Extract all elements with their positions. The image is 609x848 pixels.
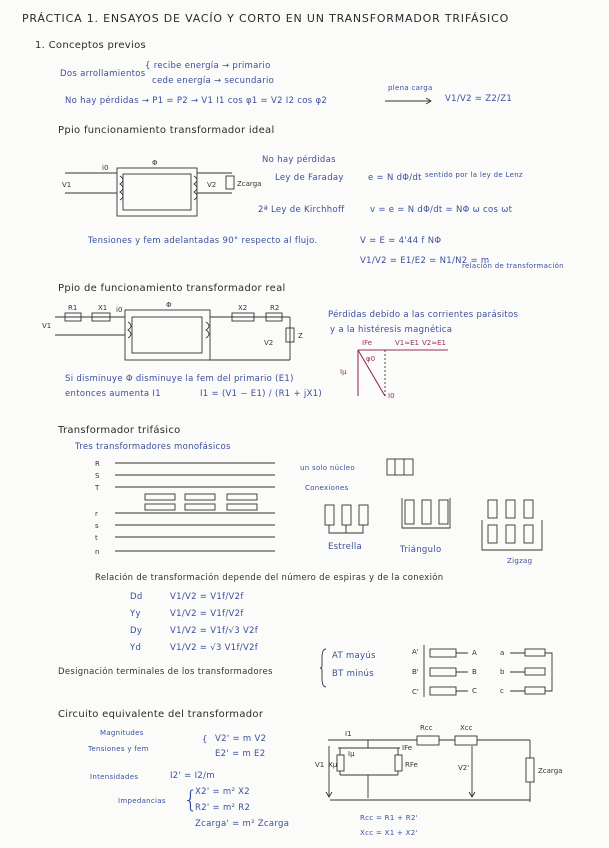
svg-text:c: c: [500, 687, 504, 695]
svg-text:i0: i0: [116, 306, 123, 314]
note: Conexiones: [305, 484, 349, 492]
note: AT mayús: [332, 651, 376, 661]
equivalent-circuit-diagram: [315, 720, 563, 820]
svg-text:V2': V2': [458, 764, 470, 772]
svg-text:V2: V2: [264, 339, 274, 347]
equation: V1/V2 = V1f/V2f: [170, 609, 244, 619]
connection-code: Yy: [130, 609, 141, 619]
svg-text:Iμ: Iμ: [348, 750, 355, 758]
label-triangulo: Triángulo: [400, 545, 442, 555]
note: Intensidades: [90, 773, 139, 781]
note: No hay pérdidas: [262, 155, 336, 165]
ideal-transformer-diagram: [60, 160, 260, 220]
equation: X2' = m² X2: [195, 787, 251, 797]
svg-text:r: r: [95, 510, 98, 518]
note: cede energía → secundario: [152, 76, 275, 86]
svg-text:A': A': [412, 648, 419, 656]
svg-text:R1: R1: [68, 304, 78, 312]
note: Si disminuye Φ disminuye la fem del primario (E1): [65, 374, 294, 384]
note: Magnitudes: [100, 729, 144, 737]
svg-text:a: a: [500, 649, 505, 657]
svg-text:Φ: Φ: [152, 159, 158, 167]
svg-text:T: T: [95, 484, 100, 492]
note: Relación de transformación depende del número de espiras y de la conexión: [95, 573, 444, 583]
svg-text:Iμ: Iμ: [340, 368, 347, 376]
brace-icon: {: [183, 786, 199, 814]
note: BT minús: [332, 669, 374, 679]
svg-text:V1: V1: [42, 322, 52, 330]
note: un solo núcleo: [300, 464, 355, 472]
svg-text:s: s: [95, 522, 99, 530]
svg-text:A: A: [472, 649, 477, 657]
svg-text:Xμ: Xμ: [328, 761, 338, 769]
svg-text:n: n: [95, 548, 100, 556]
single-core-icon: [386, 458, 414, 476]
equation: V1/V2 = E1/E2 = N1/N2 = m: [360, 256, 490, 266]
equation: I2' = I2/m: [170, 771, 215, 781]
connection-code: Yd: [130, 643, 142, 653]
note: Tres transformadores monofásicos: [75, 442, 231, 452]
svg-text:V1≈E1: V1≈E1: [395, 339, 419, 347]
real-transformer-diagram: [40, 300, 303, 365]
brace-icon: {: [202, 735, 208, 745]
page-title: PRÁCTICA 1. ENSAYOS DE VACÍO Y CORTO EN UN TRANSFORMADOR TRIFÁSICO: [22, 12, 510, 25]
connection-code: Dd: [130, 592, 143, 602]
note: Pérdidas debido a las corrientes parásitos: [328, 310, 519, 320]
svg-text:R2: R2: [270, 304, 280, 312]
svg-text:I0: I0: [388, 392, 395, 400]
section-heading: Transformador trifásico: [58, 425, 181, 436]
svg-text:V1: V1: [62, 181, 72, 189]
note: Dos arrollamientos: [60, 69, 146, 79]
note: { recibe energía → primario: [145, 61, 271, 71]
svg-text:Xcc: Xcc: [460, 724, 473, 732]
svg-text:C: C: [472, 687, 477, 695]
svg-text:X2: X2: [238, 304, 248, 312]
note: Impedancias: [118, 797, 166, 805]
section-heading: Circuito equivalente del transformador: [58, 709, 264, 720]
svg-text:B: B: [472, 668, 477, 676]
equation: e = N dΦ/dt: [368, 173, 422, 183]
svg-text:X1: X1: [98, 304, 108, 312]
equation: Zcarga' = m² Zcarga: [195, 819, 290, 829]
svg-text:V2: V2: [207, 181, 217, 189]
arrow-icon: [385, 98, 435, 104]
three-phase-bank-diagram: [90, 458, 280, 563]
equation: V2' = m V2: [215, 734, 267, 744]
note: Tensiones y fem adelantadas 90° respecto al flujo.: [88, 236, 318, 246]
svg-text:B': B': [412, 668, 419, 676]
svg-text:Rcc: Rcc: [420, 724, 433, 732]
svg-text:φ0: φ0: [366, 355, 376, 363]
svg-text:R: R: [95, 460, 100, 468]
section-heading: 1. Conceptos previos: [35, 40, 146, 51]
svg-text:Zcarga: Zcarga: [237, 180, 262, 188]
svg-text:b: b: [500, 668, 505, 676]
svg-text:IFe: IFe: [402, 744, 413, 752]
equation: No hay pérdidas → P1 = P2 → V1 I1 cos φ1 = V2 I2 cos φ2: [65, 96, 328, 106]
note: entonces aumenta I1: [65, 389, 161, 399]
svg-text:C': C': [412, 688, 419, 696]
svg-text:i0: i0: [102, 164, 109, 172]
equation: v = e = N dΦ/dt = NΦ ω cos ωt: [370, 205, 513, 215]
section-heading: Ppio de funcionamiento transformador real: [58, 283, 286, 294]
equation: V1/V2 = V1f/√3 V2f: [170, 626, 259, 636]
note: Ley de Faraday: [275, 173, 344, 183]
note: Designación terminales de los transformadores: [58, 667, 273, 677]
phasor-diagram: [340, 336, 460, 406]
svg-text:Zcarga: Zcarga: [538, 767, 563, 775]
svg-text:RFe: RFe: [405, 761, 418, 769]
svg-text:S: S: [95, 472, 100, 480]
svg-text:V1: V1: [315, 761, 325, 769]
equation: E2' = m E2: [215, 749, 266, 759]
terminal-designation-diagram: [410, 642, 570, 700]
note: Tensiones y fem: [88, 745, 149, 753]
connection-code: Dy: [130, 626, 143, 636]
svg-text:t: t: [95, 534, 98, 542]
note: y a la histéresis magnética: [330, 325, 453, 335]
svg-text:V2≈E1: V2≈E1: [422, 339, 446, 347]
note: relación de transformación: [462, 262, 564, 270]
svg-text:IFe: IFe: [362, 339, 373, 347]
svg-text:I1: I1: [345, 730, 352, 738]
equation: V1/V2 = √3 V1f/V2f: [170, 643, 259, 653]
equation: I1 = (V1 − E1) / (R1 + jX1): [200, 389, 323, 399]
equation: R2' = m² R2: [195, 803, 251, 813]
equation: V1/V2 = V1f/V2f: [170, 592, 244, 602]
equation: V = E = 4'44 f NΦ: [360, 236, 442, 246]
label-estrella: Estrella: [328, 542, 363, 552]
note: 2ª Ley de Kirchhoff: [258, 205, 345, 215]
note: plena carga: [388, 84, 433, 92]
svg-text:Φ: Φ: [166, 301, 172, 309]
brace-icon: [320, 648, 328, 688]
label-zigzag: Zigzag: [507, 557, 533, 565]
equation: Xcc = X1 + X2': [360, 829, 418, 837]
note: sentido por la ley de Lenz: [425, 171, 523, 179]
svg-text:Z: Z: [298, 332, 303, 340]
equation: Rcc = R1 + R2': [360, 814, 418, 822]
section-heading: Ppio funcionamiento transformador ideal: [58, 125, 275, 136]
equation: V1/V2 = Z2/Z1: [445, 94, 513, 104]
